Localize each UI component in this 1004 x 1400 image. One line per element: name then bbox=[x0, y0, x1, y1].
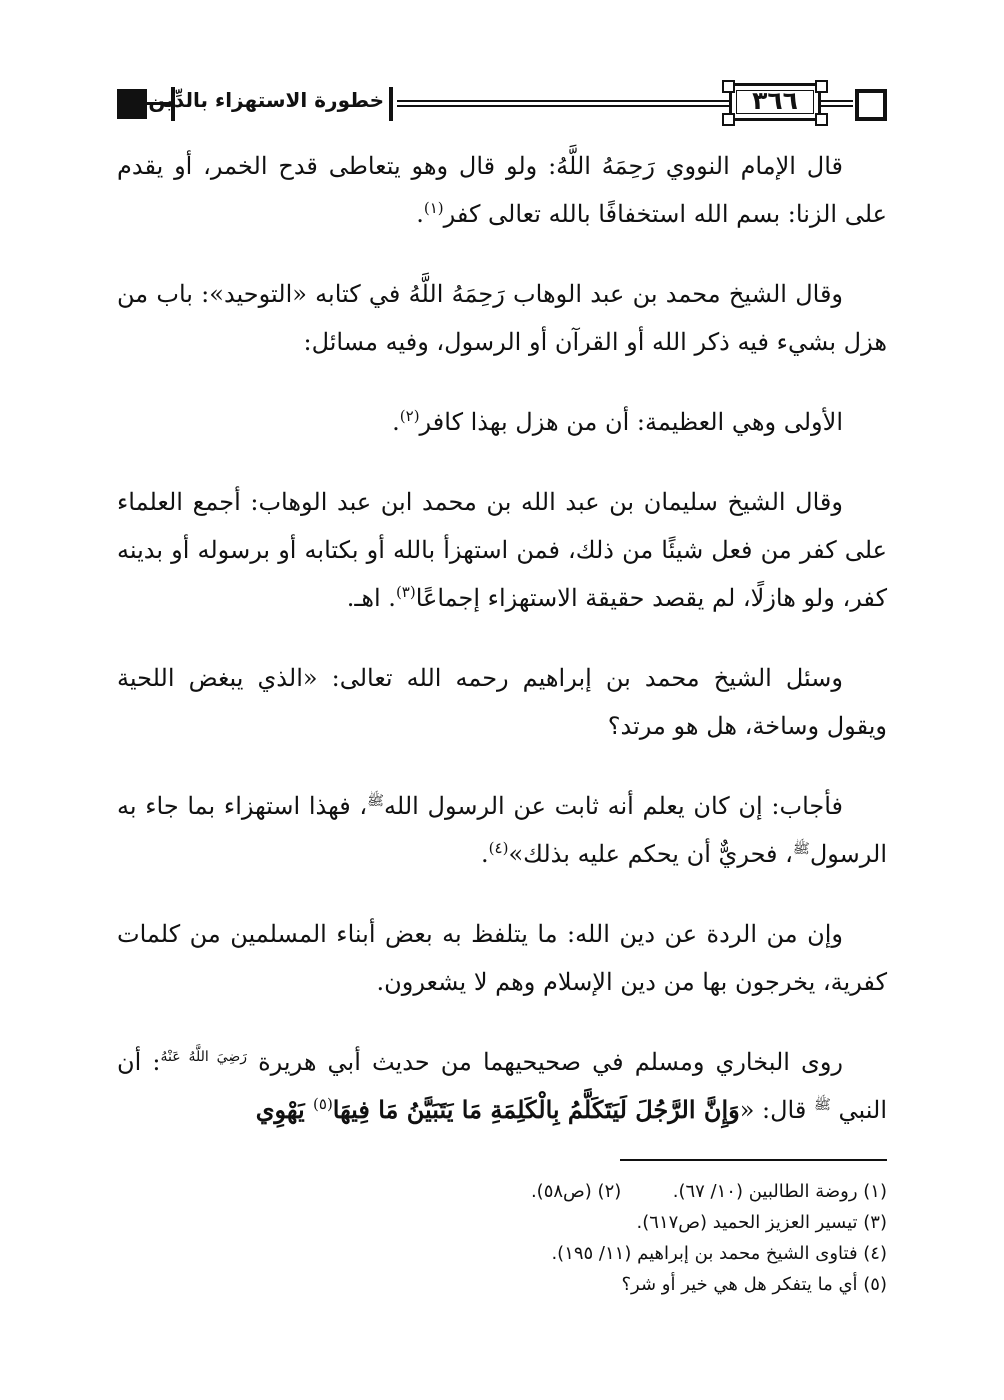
footnote-4: (٤) فتاوى الشيخ محمد بن إبراهيم (١١/ ١٩٥). bbox=[551, 1243, 887, 1264]
paragraph-text: وقال الشيخ سليمان بن عبد الله بن محمد ابن عبد الوهاب: أجمع العلماء على كفر من فعل شيئًا من ذلك، فمن استهزأ بالله أو بكتابه أو برسوله أو بدينه كفر، ولو هازلًا، لم يقصد حقيقة الاستهزاء إجماعًا bbox=[117, 488, 887, 612]
punctuation: . bbox=[416, 200, 424, 228]
paragraph-apostasy bbox=[117, 910, 887, 1006]
hadith-quote-continued: يَهْوِي bbox=[255, 1095, 314, 1124]
paragraph-text: قال: « bbox=[739, 1096, 814, 1124]
frame-corner-ornament bbox=[722, 113, 735, 126]
header-rule-right bbox=[821, 100, 853, 107]
paragraph-text: الأولى وهي العظيمة: أن من هزل بهذا كافر bbox=[419, 408, 843, 436]
punctuation: . bbox=[481, 840, 489, 868]
paragraph-question bbox=[117, 654, 887, 750]
hadith-quote: وَإِنَّ الرَّجُلَ لَيَتَكَلَّمُ بِالْكَلِمَةِ مَا يَتَبَيَّنُ مَا فِيهَا bbox=[332, 1095, 740, 1124]
paragraph-text: : أن النبي bbox=[117, 1048, 887, 1124]
page-number-box bbox=[729, 83, 821, 121]
running-title: خطورة الاستهزاء بالدِّين bbox=[148, 88, 384, 112]
frame-corner-ornament bbox=[722, 80, 735, 93]
footnote-separator bbox=[620, 1159, 887, 1161]
paragraph-sulayman bbox=[117, 478, 887, 622]
companion-honorific: رَضِيَ اللَّهُ عَنْهُ bbox=[160, 1049, 247, 1065]
salutation-mark: ﷺ bbox=[792, 841, 810, 857]
paragraph-text: روى البخاري ومسلم في صحيحيهما من حديث أبي هريرة bbox=[258, 1048, 843, 1076]
salutation-mark: ﷺ bbox=[367, 793, 385, 809]
main-text bbox=[117, 142, 887, 1166]
footnote-ref-4: (٤) bbox=[488, 839, 509, 857]
frame-corner-ornament bbox=[815, 80, 828, 93]
footnote-1: (١) روضة الطالبين (١٠/ ٦٧). bbox=[672, 1181, 887, 1202]
footnote-ref-2: (٢) bbox=[399, 407, 420, 425]
paragraph-tawhid bbox=[117, 270, 887, 366]
footnote-3: (٣) تيسير العزيز الحميد (ص٦١٧). bbox=[636, 1212, 887, 1233]
header-right-square bbox=[855, 89, 887, 121]
page-number: ٣٦٦ bbox=[752, 86, 798, 115]
paragraph-text: قال الإمام النووي رَحِمَهُ اللَّهُ: ولو قال وهو يتعاطى قدح الخمر، أو يقدم على الزنا: بسم الله استخفافًا بالله تعالى كفر bbox=[117, 152, 887, 228]
page-header bbox=[117, 82, 887, 126]
paragraph-text: ، فهذا استهزاء بما جاء به الرسول bbox=[117, 792, 887, 868]
paragraph-text: وإن من الردة عن دين الله: ما يتلفظ به بعض أبناء المسلمين من كلمات كفرية، يخرجون بها من دين الإسلام وهم لا يشعرون. bbox=[117, 920, 887, 996]
paragraph-text: وقال الشيخ محمد بن عبد الوهاب رَحِمَهُ اللَّهُ في كتابه «التوحيد»: باب من هزل بشيء فيه ذكر الله أو القرآن أو الرسول، وفيه مسائل: bbox=[117, 280, 887, 356]
footnote-ref-3: (٣) bbox=[395, 583, 416, 601]
header-divider-right bbox=[389, 87, 393, 121]
paragraph-nawawi bbox=[117, 142, 887, 238]
footnote-2: (٢) (ص٥٨). bbox=[530, 1181, 622, 1202]
frame-corner-ornament bbox=[815, 113, 828, 126]
paragraph-text: ، فحريٌّ أن يحكم عليه بذلك» bbox=[508, 840, 793, 868]
paragraph-hadith bbox=[117, 1038, 887, 1134]
footnotes bbox=[117, 1176, 887, 1300]
salutation-mark: ﷺ bbox=[813, 1097, 831, 1113]
punctuation: . bbox=[392, 408, 400, 436]
footnote-ref-5: (٥) bbox=[313, 1095, 333, 1113]
paragraph-text: وسئل الشيخ محمد بن إبراهيم رحمه الله تعالى: «الذي يبغض اللحية ويقول وساخة، هل هو مرتد؟ bbox=[117, 664, 887, 740]
punctuation: . اهـ. bbox=[346, 584, 396, 612]
footnote-5: (٥) أي ما يتفكر هل هي خير أو شر؟ bbox=[621, 1274, 887, 1295]
header-left-square bbox=[117, 89, 147, 119]
header-rule-middle bbox=[397, 100, 729, 107]
paragraph-first-issue bbox=[117, 398, 887, 446]
paragraph-text: فأجاب: إن كان يعلم أنه ثابت عن الرسول الله bbox=[384, 792, 843, 820]
footnote-ref-1: (١) bbox=[423, 199, 444, 217]
paragraph-answer bbox=[117, 782, 887, 878]
footnote-row bbox=[117, 1176, 887, 1207]
